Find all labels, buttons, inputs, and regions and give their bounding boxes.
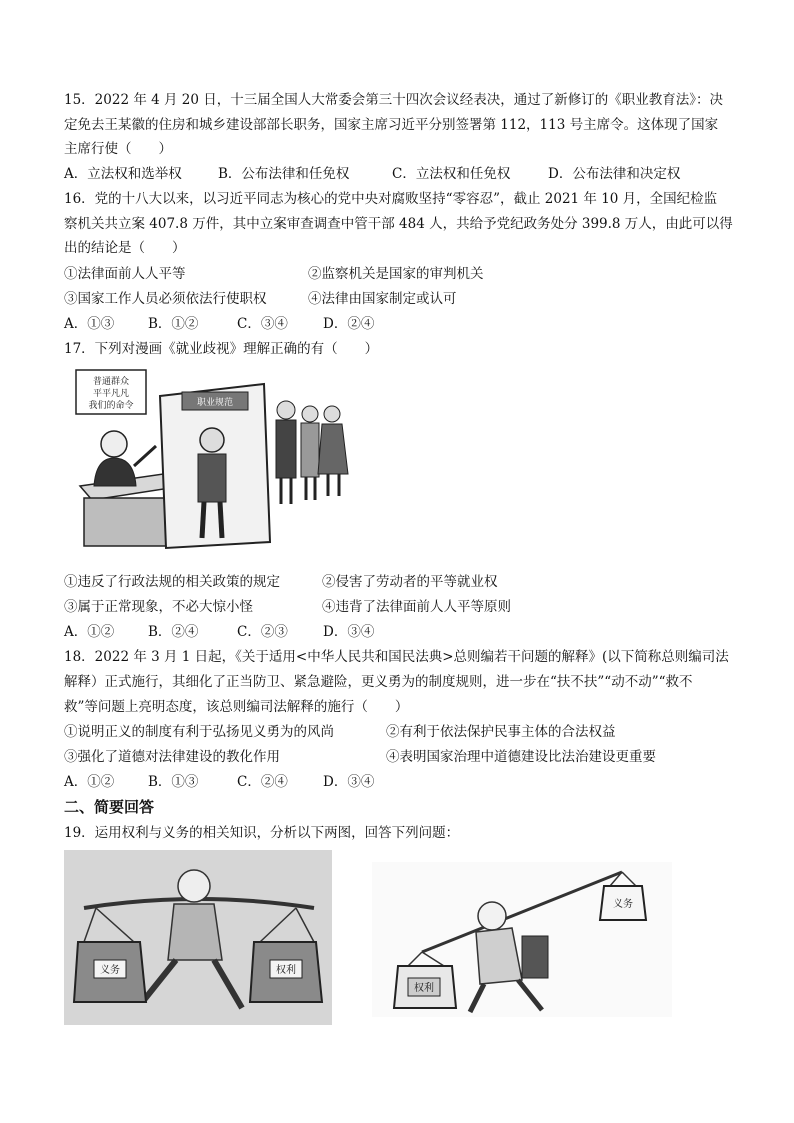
q18-statement-3: ③强化了道德对法律建设的教化作用 xyxy=(64,749,280,765)
q17-statement-2: ②侵害了劳动者的平等就业权 xyxy=(322,574,498,590)
q15-option-d: D．公布法律和决定权 xyxy=(548,166,681,182)
left-bag-duty-label: 义务 xyxy=(100,965,120,976)
q17-cartoon xyxy=(64,366,364,552)
q16-statement-3: ③国家工作人员必须依法行使职权 xyxy=(64,291,267,307)
q15-line1: 15．2022 年 4 月 20 日，十三届全国人大常委会第三十四次会议经表决，通过了新修订的《职业教育法》：决 xyxy=(64,92,724,108)
cartoon-bubble-line3: 我们的命令 xyxy=(88,401,134,411)
q16-statement-1: ①法律面前人人平等 xyxy=(64,266,186,282)
q15-option-a: A．立法权和选举权 xyxy=(64,166,182,182)
q15-option-c: C．立法权和任免权 xyxy=(392,166,511,182)
cartoon-bubble-line2: 平平凡凡 xyxy=(92,389,130,399)
q16-statement-2: ②监察机关是国家的审判机关 xyxy=(308,266,484,282)
q16-line3: 出的结论是（ ） xyxy=(64,240,186,256)
q18-statement-2: ②有利于依法保护民事主体的合法权益 xyxy=(386,724,616,740)
q17-option-c: C．②③ xyxy=(237,624,288,640)
q16-statement-4: ④法律由国家制定或认可 xyxy=(308,291,457,307)
carrier-head xyxy=(178,870,210,902)
q18-line1: 18．2022 年 3 月 1 日起，《关于适用<中华人民共和国民法典>总则编若干问题的解释》(以下简称总则编司法 xyxy=(64,649,729,665)
q16-option-c: C．③④ xyxy=(237,316,288,332)
q19-cartoon-left xyxy=(64,850,332,1025)
q17-line1: 17．下列对漫画《就业歧视》理解正确的有（ ） xyxy=(64,341,379,357)
q18-option-b: B．①③ xyxy=(148,774,199,790)
q16-line2: 察机关共立案 407.8 万件，其中立案审查调查中管干部 484 人，共给予党纪政务处分 399.8 万人，由此可以得 xyxy=(64,216,733,232)
q16-line1: 16．党的十八大以来，以习近平同志为核心的党中央对腐败坚持“零容忍”，截止 2021 年 10 月，全国纪检监 xyxy=(64,191,718,207)
q17-option-b: B．②④ xyxy=(148,624,199,640)
carrier-body xyxy=(168,904,222,960)
cartoon-person-3 xyxy=(318,424,348,474)
q15-line3: 主席行使（ ） xyxy=(64,141,172,157)
q16-option-a: A．①③ xyxy=(64,316,115,332)
q15-line2: 定免去王某徽的住房和城乡建设部部长职务，国家主席习近平分别签署第 112，113 号主席令。这体现了国家 xyxy=(64,117,719,133)
cartoon-applicant xyxy=(198,454,226,502)
q17-statement-4: ④违背了法律面前人人平等原则 xyxy=(322,599,511,615)
right-bag-right-label: 权利 xyxy=(414,983,434,994)
q17-statement-1: ①违反了行政法规的相关政策的规定 xyxy=(64,574,280,590)
q17-cartoon-svg xyxy=(64,366,364,552)
q18-option-a: A．①② xyxy=(64,774,115,790)
cartoon-board-sign: 职业规范 xyxy=(196,398,234,408)
q17-option-d: D．③④ xyxy=(323,624,375,640)
right-carrier-head xyxy=(478,902,506,930)
right-bag-duty-label: 义务 xyxy=(613,899,633,910)
q17-statement-3: ③属于正常现象，不必大惊小怪 xyxy=(64,599,253,615)
q18-statement-1: ①说明正义的制度有利于弘扬见义勇为的风尚 xyxy=(64,724,334,740)
q18-line3: 救”等问题上亮明态度，该总则编司法解释的施行（ ） xyxy=(64,699,409,715)
q15-option-b: B．公布法律和任免权 xyxy=(218,166,350,182)
cartoon-person-1 xyxy=(276,420,296,478)
q19-line1: 19．运用权利与义务的相关知识，分析以下两图，回答下列问题： xyxy=(64,825,460,841)
q19-cartoon-right xyxy=(372,862,672,1017)
q18-option-d: D．③④ xyxy=(323,774,375,790)
q19-cartoon-left-svg xyxy=(64,850,332,1025)
q18-option-c: C．②④ xyxy=(237,774,288,790)
q16-option-d: D．②④ xyxy=(323,316,375,332)
q17-option-a: A．①② xyxy=(64,624,115,640)
q18-line2: 解释）正式施行，其细化了正当防卫、紧急避险，更义勇为的制度规则，进一步在“扶不扶”“动不动”“救不 xyxy=(64,674,693,690)
left-bag-right-label: 权利 xyxy=(276,965,296,976)
right-carrier-bag xyxy=(522,936,548,978)
q18-statement-4: ④表明国家治理中道德建设比法治建设更重要 xyxy=(386,749,656,765)
cartoon-official xyxy=(94,458,136,486)
cartoon-bubble-line1: 普通群众 xyxy=(92,377,130,387)
q16-option-b: B．①② xyxy=(148,316,199,332)
q19-cartoon-right-svg xyxy=(372,862,672,1017)
section2-title: 二、简要回答 xyxy=(64,798,155,816)
cartoon-person-2 xyxy=(301,423,319,477)
